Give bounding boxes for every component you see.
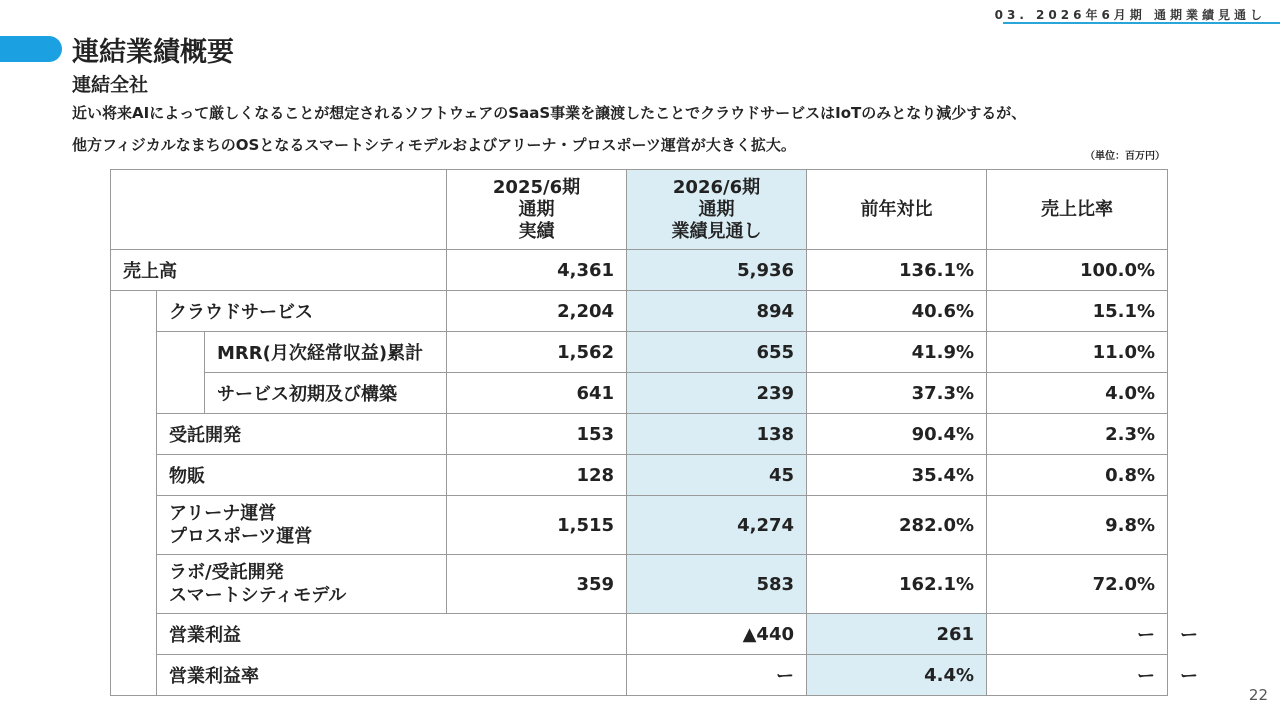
row-label: MRR(月次経常収益)累計 bbox=[205, 332, 447, 373]
cell-yoy: ー bbox=[987, 655, 1168, 696]
cell-yoy: 35.4% bbox=[807, 455, 987, 496]
cell-actual: ▲440 bbox=[627, 614, 807, 655]
cell-yoy: ー bbox=[987, 614, 1168, 655]
cell-ratio: 11.0% bbox=[987, 332, 1168, 373]
col-header-actual-2025: 2025/6期 通期 実績 bbox=[447, 170, 627, 250]
col-header-yoy: 前年対比 bbox=[807, 170, 987, 250]
cell-actual: ー bbox=[627, 655, 807, 696]
cell-forecast: 138 bbox=[627, 414, 807, 455]
table-row bbox=[111, 373, 1168, 414]
performance-table bbox=[110, 169, 1199, 696]
header-blank-cell bbox=[111, 170, 447, 250]
cell-forecast: 261 bbox=[807, 614, 987, 655]
table-row: 営業利益率 ー 4.4% ー ー bbox=[111, 655, 1168, 696]
cell-forecast: 655 bbox=[627, 332, 807, 373]
row-label: アリーナ運営 プロスポーツ運営 bbox=[157, 496, 447, 555]
table-header-row bbox=[111, 170, 1168, 250]
header-divider bbox=[1003, 22, 1280, 24]
cell-forecast: 894 bbox=[627, 291, 807, 332]
cell-actual: 128 bbox=[447, 455, 627, 496]
cell-ratio: 0.8% bbox=[987, 455, 1168, 496]
cell-ratio: 4.0% bbox=[987, 373, 1168, 414]
row-label: 物販 bbox=[157, 455, 447, 496]
cell-yoy: 90.4% bbox=[807, 414, 987, 455]
title-accent-bar bbox=[0, 36, 62, 62]
table-row bbox=[111, 496, 1168, 555]
description bbox=[72, 97, 1232, 161]
cell-yoy: 40.6% bbox=[807, 291, 987, 332]
row-label: 営業利益率 bbox=[157, 655, 627, 696]
description-line-1: 近い将来AIによって厳しくなることが想定されるソフトウェアのSaaS事業を譲渡したことでクラウドサービスはIoTのみとなり減少するが、 bbox=[72, 104, 1027, 122]
table-row bbox=[111, 250, 1168, 291]
table-row bbox=[111, 332, 1168, 373]
cell-yoy: 37.3% bbox=[807, 373, 987, 414]
cell-yoy: 41.9% bbox=[807, 332, 987, 373]
table-row bbox=[111, 455, 1168, 496]
cell-actual: 153 bbox=[447, 414, 627, 455]
page-number: 22 bbox=[1248, 686, 1268, 704]
cell-yoy: 136.1% bbox=[807, 250, 987, 291]
description-line-2: 他方フィジカルなまちのOSとなるスマートシティモデルおよびアリーナ・プロスポーツ運営が大きく拡大。 bbox=[72, 136, 796, 154]
cell-forecast: 5,936 bbox=[627, 250, 807, 291]
cell-actual: 359 bbox=[447, 555, 627, 614]
cell-actual: 2,204 bbox=[447, 291, 627, 332]
cell-yoy: 162.1% bbox=[807, 555, 987, 614]
page-subtitle: 連結全社 bbox=[72, 74, 149, 96]
cell-actual: 4,361 bbox=[447, 250, 627, 291]
row-label: 受託開発 bbox=[157, 414, 447, 455]
cell-actual: 1,515 bbox=[447, 496, 627, 555]
cell-yoy: 282.0% bbox=[807, 496, 987, 555]
row-label: サービス初期及び構築 bbox=[205, 373, 447, 414]
cell-ratio: 72.0% bbox=[987, 555, 1168, 614]
col-header-sales-ratio: 売上比率 bbox=[987, 170, 1168, 250]
indent-cell bbox=[157, 332, 205, 414]
table-row bbox=[111, 555, 1168, 614]
cell-forecast: 4,274 bbox=[627, 496, 807, 555]
cell-ratio: 2.3% bbox=[987, 414, 1168, 455]
cell-forecast: 239 bbox=[627, 373, 807, 414]
table-row bbox=[111, 291, 1168, 332]
cell-forecast: 45 bbox=[627, 455, 807, 496]
cell-forecast: 4.4% bbox=[807, 655, 987, 696]
section-tag: 03. 2026年6月期 通期業績見通し bbox=[994, 8, 1266, 22]
table-row: 営業利益 ▲440 261 ー ー bbox=[111, 614, 1168, 655]
cell-actual: 641 bbox=[447, 373, 627, 414]
row-label: クラウドサービス bbox=[157, 291, 447, 332]
table-row bbox=[111, 414, 1168, 455]
cell-ratio: 9.8% bbox=[987, 496, 1168, 555]
row-label: 営業利益 bbox=[157, 614, 627, 655]
cell-ratio: 15.1% bbox=[987, 291, 1168, 332]
unit-note: （単位：百万円） bbox=[1085, 151, 1165, 162]
cell-forecast: 583 bbox=[627, 555, 807, 614]
row-label: ラボ/受託開発 スマートシティモデル bbox=[157, 555, 447, 614]
row-label: 売上高 bbox=[111, 250, 447, 291]
cell-ratio: 100.0% bbox=[987, 250, 1168, 291]
cell-actual: 1,562 bbox=[447, 332, 627, 373]
col-header-forecast-2026: 2026/6期 通期 業績見通し bbox=[627, 170, 807, 250]
indent-cell bbox=[111, 291, 157, 696]
page-title: 連結業績概要 bbox=[72, 37, 234, 68]
